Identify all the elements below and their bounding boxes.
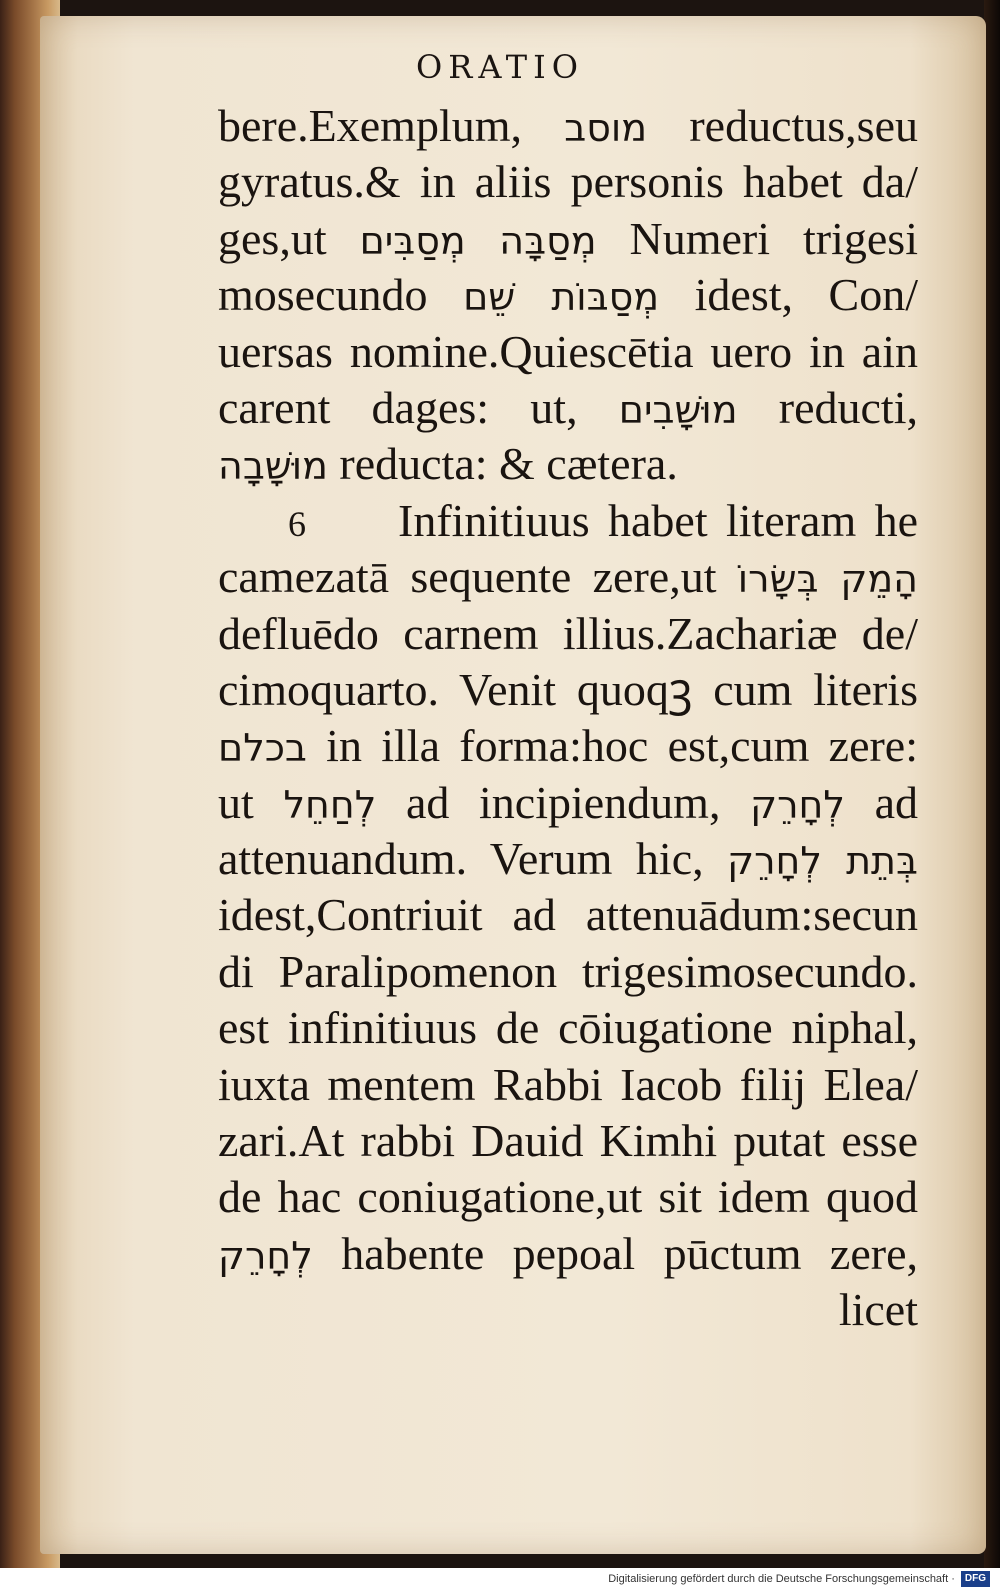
latin-text: est infinitiuus de cōiugatione niphal, [218,1002,918,1054]
hebrew-word: לְחָרֵק [218,1233,313,1278]
latin-text: in illa forma:hoc est,cum zere: [306,720,918,772]
latin-text: zari.At rabbi Dauid Kimhi putat esse [218,1115,918,1167]
hebrew-word: בְּתֵת לְחָרֵק [727,839,918,884]
text-line [218,1113,918,1169]
latin-text: licet [838,1284,918,1336]
text-line [218,436,918,492]
hebrew-word: בכלם [218,726,307,771]
hebrew-word: מְסַבּוֹת שֵׁם [463,275,660,320]
paragraph-number: 6 [288,503,306,544]
text-line [218,1057,918,1113]
hebrew-word: מְסַבָּה מְסַבִּים [359,218,597,263]
text-line [218,831,918,887]
text-line [218,549,918,605]
text-line [218,98,918,154]
running-header: ORATIO [416,48,584,86]
text-line [218,718,918,774]
latin-text: habente pepoal pūctum zere, [312,1227,918,1279]
latin-text: reducta: & cætera. [327,438,678,490]
page-edge-shadow [984,0,1000,1568]
latin-text: ges,ut [218,212,360,264]
latin-text: di Paralipomenon trigesimosecundo. [218,945,918,997]
latin-text: camezatā sequente zere,ut [218,551,738,603]
dfg-logo-badge: DFG [961,1571,990,1587]
latin-text: carent dages: ut, [218,381,619,433]
text-line [218,324,918,380]
latin-text: gyratus.& in aliis personis habet da/ [218,156,918,208]
text-line [218,1169,918,1225]
hebrew-word: מוּשָׁבִים [618,387,738,432]
latin-text: cimoquarto. Venit quoqꝫ cum literis [218,663,918,715]
text-line [218,211,918,267]
text-line [218,267,918,323]
latin-text: Infinitiuus habet literam he [398,494,918,546]
text-line [218,493,918,549]
hebrew-word: מוסב [564,106,648,150]
text-line [218,380,918,436]
text-line [218,154,918,210]
text-line [218,775,918,831]
latin-text: attenuandum. Verum hic, [218,833,728,885]
latin-text: ut [218,776,284,828]
latin-text: defluēdo carnem illius.Zachariæ de/ [218,607,918,659]
hebrew-word: לְחַחֵל [283,782,377,827]
catchword [218,1282,918,1338]
hebrew-word: מוּשָׁבָה [218,444,328,489]
latin-text: uersas nomine.Quiescētia uero in ain [218,325,918,377]
hebrew-word: לְחָרֵק [750,782,845,827]
latin-text: de hac coniugatione,ut sit idem quod [218,1171,918,1223]
body-text [218,98,918,1339]
text-line [218,1226,918,1282]
latin-text: bere.Exemplum, [218,100,565,151]
latin-text: reducti, [737,381,918,433]
latin-text: iuxta mentem Rabbi Iacob filij Elea/ [218,1058,918,1110]
footer-bar [0,1568,1000,1591]
latin-text: idest,Contriuit ad attenuādum:secun [218,889,918,941]
latin-text: Numeri trigesi [596,212,918,264]
text-line [218,662,918,718]
latin-text: reductus,seu [647,100,918,151]
latin-text: ad [844,776,919,828]
hebrew-word: הָמֵק בְּשָׂרוֹ [737,557,918,602]
text-line [218,944,918,1000]
latin-text: ad incipiendum, [376,776,751,828]
text-line [218,1000,918,1056]
latin-text: idest, Con/ [659,269,919,321]
latin-text: mosecundo [218,269,464,321]
funding-note: Digitalisierung gefördert durch die Deutsche Forschungsgemeinschaft · [608,1573,955,1585]
text-line [218,887,918,943]
text-line [218,606,918,662]
